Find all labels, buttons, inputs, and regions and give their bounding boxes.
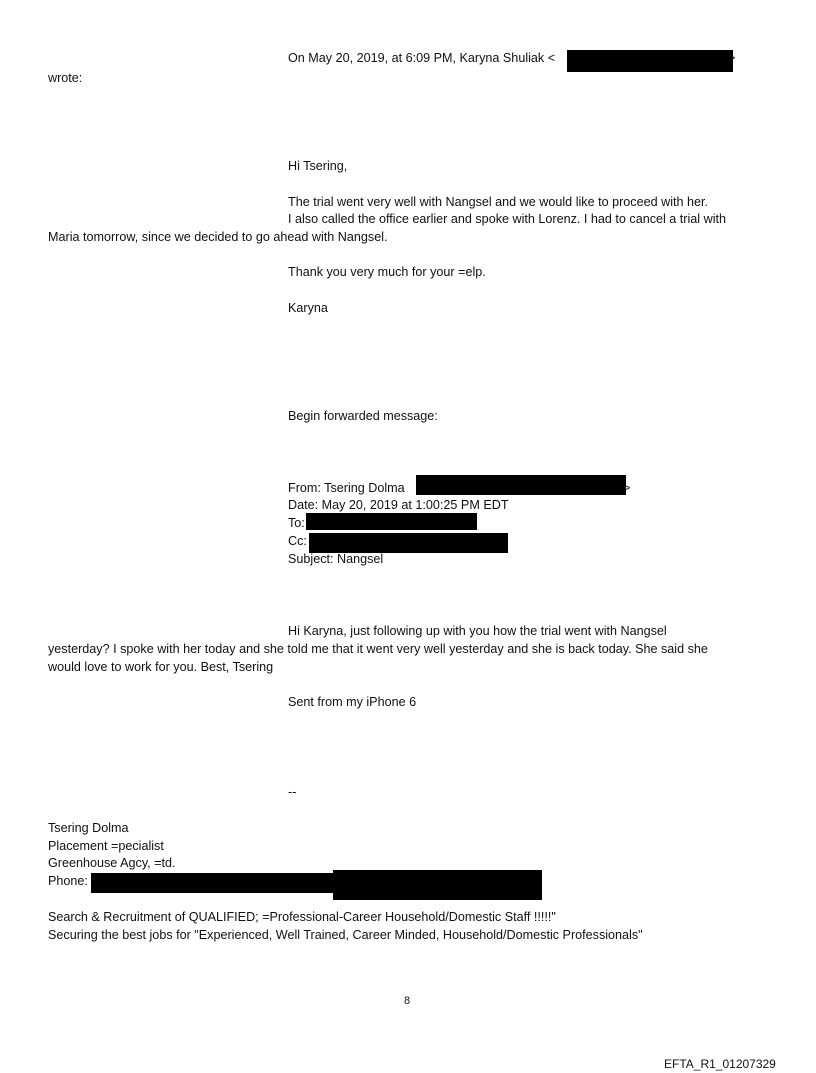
message-separator: --: [288, 785, 297, 799]
forwarded-from-end: >: [623, 481, 631, 495]
header-on-line: On May 20, 2019, at 6:09 PM, Karyna Shuliak <: [288, 51, 556, 65]
forwarded-subject: Subject: Nangsel: [288, 552, 384, 566]
redaction-box: [309, 533, 508, 553]
reply-signature: Karyna: [288, 301, 328, 315]
signature-company: Greenhouse Agcy, =td.: [48, 856, 176, 870]
redaction-box: [91, 873, 341, 893]
page-number: 8: [404, 995, 411, 1007]
reply-line-2: I also called the office earlier and spoke with Lorenz. I had to cancel a trial with: [288, 212, 726, 226]
signature-name: Tsering Dolma: [48, 821, 129, 835]
forwarded-cc: Cc:: [288, 534, 307, 548]
message-sent-from: Sent from my iPhone 6: [288, 695, 417, 709]
message-line-1: Hi Karyna, just following up with you how the trial went with Nangsel: [288, 624, 667, 638]
reply-greeting: Hi Tsering,: [288, 159, 348, 173]
signature-title: Placement =pecialist: [48, 839, 164, 853]
redaction-box: [567, 50, 736, 72]
forwarded-date: Date: May 20, 2019 at 1:00:25 PM EDT: [288, 498, 509, 512]
forwarded-from: From: Tsering Dolma: [288, 481, 405, 495]
signature-tagline-2: Securing the best jobs for "Experienced, Well Trained, Career Minded, Household/Domestic Professionals": [48, 928, 643, 942]
signature-tagline-1: Search & Recruitment of QUALIFIED; =Professional-Career Household/Domestic Staff !!!!!": [48, 910, 556, 924]
redaction-box: [416, 475, 626, 495]
signature-phone-label: Phone:: [48, 874, 88, 888]
reply-line-1: The trial went very well with Nangsel and we would like to proceed with her.: [288, 195, 708, 209]
redaction-box: [333, 870, 542, 900]
document-id: EFTA_R1_01207329: [664, 1057, 776, 1071]
message-line-3: would love to work for you. Best, Tsering: [48, 660, 274, 674]
reply-thanks: Thank you very much for your =elp.: [288, 265, 486, 279]
redaction-box: [306, 513, 477, 530]
message-line-2: yesterday? I spoke with her today and she told me that it went very well yesterday and she is back today. She said she: [48, 642, 708, 656]
forwarded-to: To:: [288, 516, 305, 530]
header-on-line-end: >: [728, 51, 736, 65]
reply-line-3: Maria tomorrow, since we decided to go ahead with Nangsel.: [48, 230, 388, 244]
forwarded-intro: Begin forwarded message:: [288, 409, 438, 423]
header-wrote: wrote:: [48, 71, 83, 85]
